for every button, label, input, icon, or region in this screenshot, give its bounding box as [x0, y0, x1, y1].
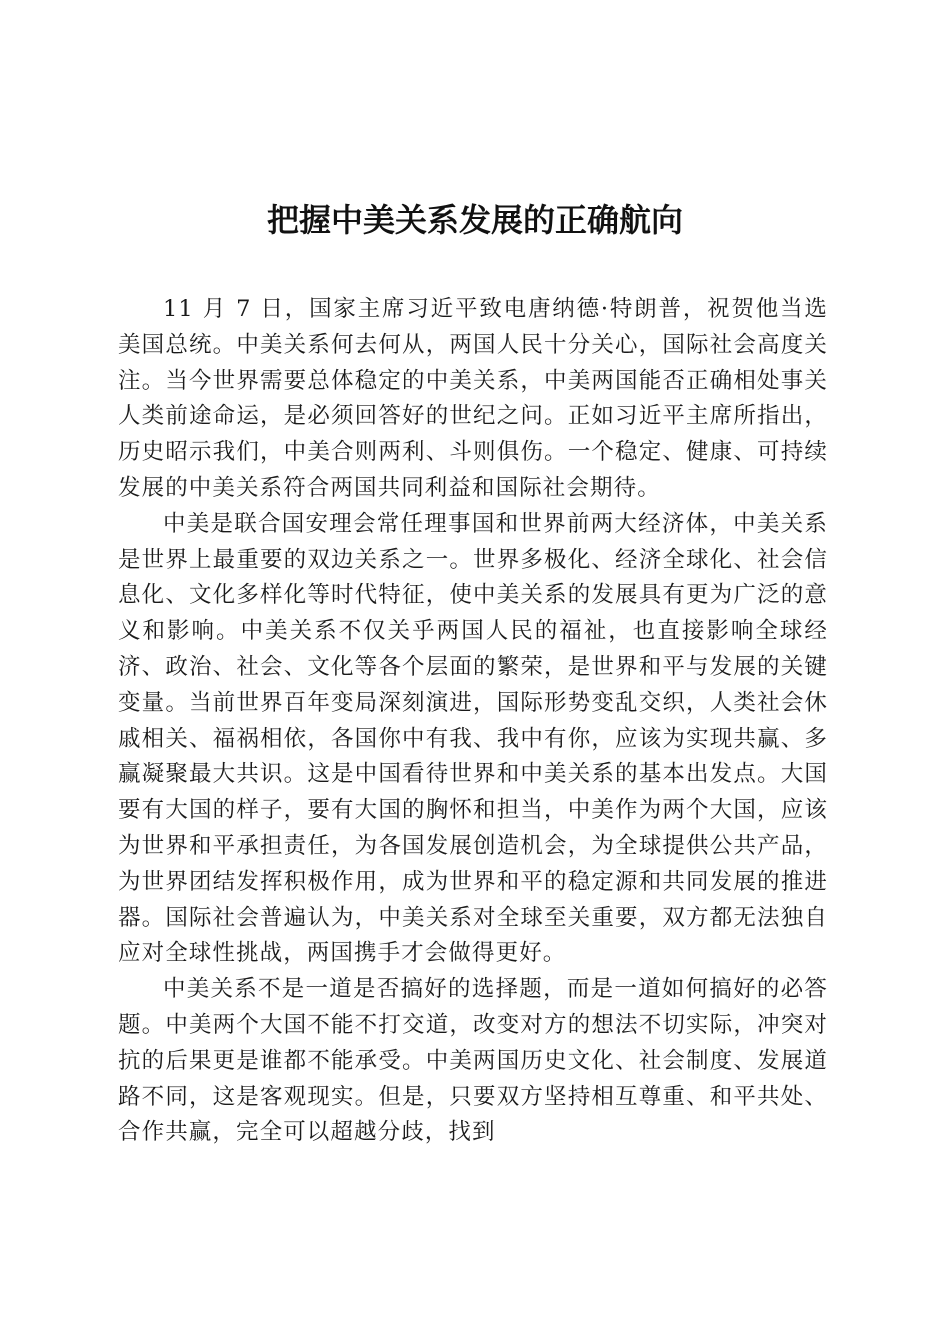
paragraph-1: 11 月 7 日，国家主席习近平致电唐纳德·特朗普，祝贺他当选美国总统。中美关系何去何从，两国人民十分关心，国际社会高度关注。当今世界需要总体稳定的中美关系，中美两国能否正确相处事关人类前途命运，是必须回答好的世纪之问。正如习近平主席所指出，历史昭示我们，中美合则两利、斗则俱伤。一个稳定、健康、可持续发展的中美关系符合两国共同利益和国际社会期待。	[118, 296, 828, 501]
paragraph-3: 中美关系不是一道是否搞好的选择题，而是一道如何搞好的必答题。中美两个大国不能不打交道，改变对方的想法不切实际，冲突对抗的后果更是谁都不能承受。中美两国历史文化、社会制度、发展道路不同，这是客观现实。但是，只要双方坚持相互尊重、和平共处、合作共赢，完全可以超越分歧，找到	[118, 976, 828, 1146]
document-body	[118, 292, 828, 1151]
paragraph-2: 中美是联合国安理会常任理事国和世界前两大经济体，中美关系是世界上最重要的双边关系之一。世界多极化、经济全球化、社会信息化、文化多样化等时代特征，使中美关系的发展具有更为广泛的意义和影响。中美关系不仅关乎两国人民的福祉，也直接影响全球经济、政治、社会、文化等各个层面的繁荣，是世界和平与发展的关键变量。当前世界百年变局深刻演进，国际形势变乱交织，人类社会休戚相关、福祸相依，各国你中有我、我中有你，应该为实现共赢、多赢凝聚最大共识。这是中国看待世界和中美关系的基本出发点。大国要有大国的样子，要有大国的胸怀和担当，中美作为两个大国，应该为世界和平承担责任，为各国发展创造机会，为全球提供公共产品，为世界团结发挥积极作用，成为世界和平的稳定源和共同发展的推进器。国际社会普遍认为，中美关系对全球至关重要，双方都无法独自应对全球性挑战，两国携手才会做得更好。	[118, 510, 828, 967]
document-title: 把握中美关系发展的正确航向	[266, 201, 683, 239]
